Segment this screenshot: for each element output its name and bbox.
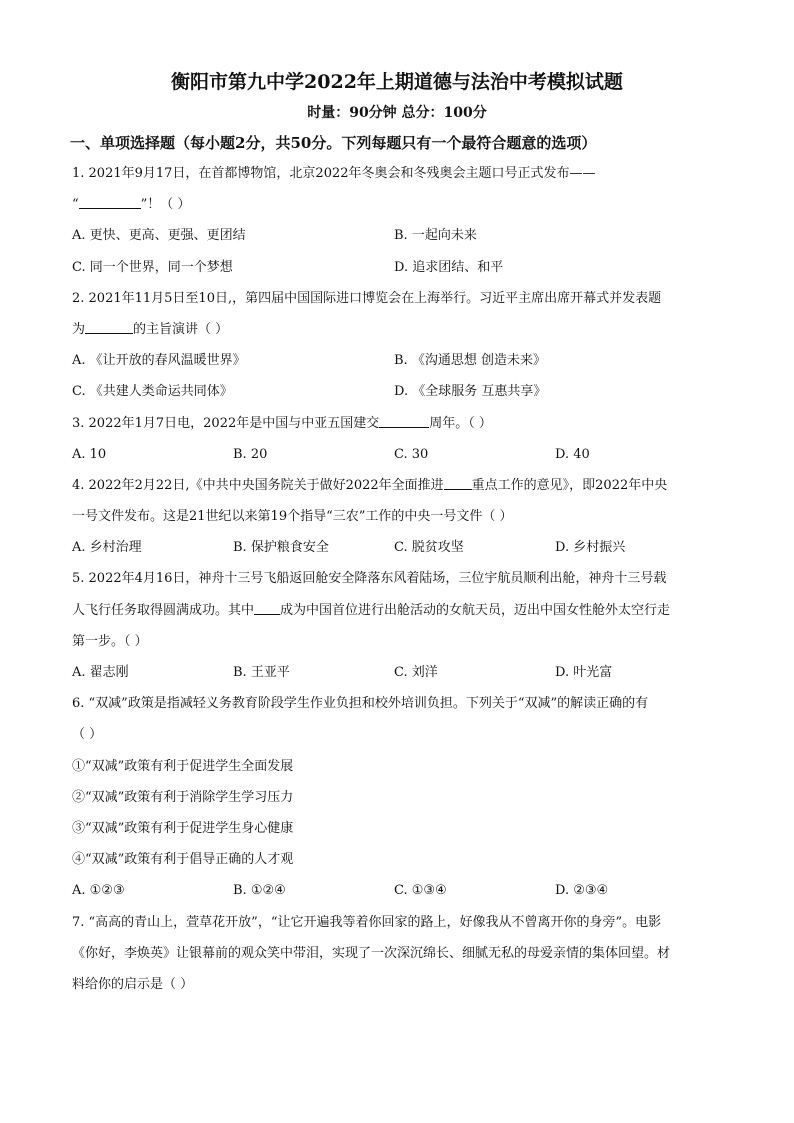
question-text: 料给你的启示是（ ） bbox=[72, 976, 194, 992]
option-c: C. ①③④ bbox=[394, 883, 447, 899]
exam-page bbox=[72, 66, 722, 1000]
exam-subtitle: 时量：90分钟 总分：100分 bbox=[307, 105, 487, 121]
statement-item: ④“双减”政策有利于倡导正确的人才观 bbox=[72, 852, 294, 868]
question-4 bbox=[72, 470, 722, 564]
exam-title: 衡阳市第九中学2022年上期道德与法治中考模拟试题 bbox=[171, 71, 623, 93]
option-a: A. 《让开放的春风温暖世界》 bbox=[72, 353, 246, 369]
options-row bbox=[72, 376, 722, 407]
option-d: D. 乡村振兴 bbox=[555, 540, 626, 556]
question-text: 《你好，李焕英》让银幕前的观众笑中带泪，实现了一次深沉绵长、细腻无私的母爱亲情的集体回望。材 bbox=[72, 945, 671, 961]
question-text: 1. 2021年9月17日，在首都博物馆，北京2022年冬奥会和冬残奥会主题口号正式发布—— bbox=[72, 166, 596, 181]
option-b: B. 20 bbox=[233, 446, 268, 462]
question-text: （ ） bbox=[72, 727, 103, 743]
option-c: C. 脱贫攻坚 bbox=[394, 540, 464, 556]
option-b: B. 《沟通思想 创造未来》 bbox=[394, 353, 546, 369]
option-c: C. 刘洋 bbox=[394, 665, 438, 680]
question-text-tail: 周年。（ ） bbox=[429, 415, 492, 431]
question-text: 第一步。（ ） bbox=[72, 633, 148, 649]
option-a: A. ①②③ bbox=[72, 883, 125, 899]
statement-item: ②“双减”政策有利于消除学生学习压力 bbox=[72, 789, 294, 805]
question-text-tail: 的主旨演讲（ ） bbox=[133, 321, 229, 337]
option-c: C. 《共建人类命运共同体》 bbox=[72, 384, 233, 400]
question-text-tail: 重点工作的意见》，即2022年中央 bbox=[471, 477, 668, 493]
option-a: A. 10 bbox=[72, 446, 107, 462]
answer-blank bbox=[379, 413, 429, 428]
options-row bbox=[72, 439, 722, 470]
options-row bbox=[72, 875, 722, 906]
option-b: B. 保护粮食安全 bbox=[233, 540, 329, 556]
option-d: D. 追求团结、和平 bbox=[394, 259, 504, 275]
option-a: A. 更快、更高、更强、更团结 bbox=[72, 228, 246, 244]
question-text: 2. 2021年11月5日至10日,，第四届中国国际进口博览会在上海举行。习近平主席出席开幕式并发表题 bbox=[72, 290, 662, 306]
answer-blank bbox=[444, 475, 472, 490]
option-a: A. 翟志刚 bbox=[72, 665, 129, 680]
answer-blank bbox=[79, 194, 141, 209]
option-d: D. 《全球服务 互惠共享》 bbox=[394, 384, 547, 400]
question-1 bbox=[72, 158, 722, 283]
question-text: 7. “高高的青山上，萱草花开放”，“让它开遍我等着你回家的路上，好像我从不曾离开你的身旁”。电影 bbox=[72, 914, 662, 930]
option-d: D. 40 bbox=[555, 446, 590, 462]
option-b: B. 一起向未来 bbox=[394, 228, 477, 244]
quote-mark: “ bbox=[72, 197, 79, 213]
question-text-head: 为 bbox=[72, 321, 86, 337]
option-b: B. 王亚平 bbox=[233, 665, 290, 680]
options-row bbox=[72, 532, 722, 563]
option-b: B. ①②④ bbox=[233, 883, 286, 899]
statement-item: ①“双减”政策有利于促进学生全面发展 bbox=[72, 758, 294, 774]
question-text-head: 人飞行任务取得圆满成功。其中 bbox=[72, 602, 255, 618]
question-text bbox=[72, 314, 722, 345]
section-heading: 一、单项选择题（每小题2分，共50分。下列每题只有一个最符合题意的选项） bbox=[70, 134, 597, 152]
option-c: C. 30 bbox=[394, 446, 429, 462]
question-text: 5. 2022年4月16日，神舟十三号飞船返回舱安全降落东风着陆场，三位宇航员顺利出舱，神舟十三号载 bbox=[72, 571, 667, 587]
answer-blank bbox=[254, 600, 280, 615]
question-6 bbox=[72, 688, 722, 906]
options-row bbox=[72, 657, 722, 688]
question-3 bbox=[72, 408, 722, 470]
question-5 bbox=[72, 563, 722, 688]
question-text-head: 4. 2022年2月22日,《中共中央国务院关于做好2022年全面推进 bbox=[72, 477, 444, 493]
option-a: A. 乡村治理 bbox=[72, 540, 142, 556]
question-text-head: 3. 2022年1月7日电，2022年是中国与中亚五国建交 bbox=[72, 415, 380, 431]
question-text: 6. “双减”政策是指减轻义务教育阶段学生作业负担和校外培训负担。下列关于“双减”的解读正确的有 bbox=[72, 696, 649, 712]
question-text bbox=[72, 595, 722, 626]
question-2 bbox=[72, 283, 722, 408]
options-row bbox=[72, 345, 722, 376]
question-text bbox=[72, 189, 722, 220]
option-d: D. 叶光富 bbox=[555, 665, 613, 680]
question-text-tail: 成为中国首位进行出舱活动的女航天员，迈出中国女性舱外太空行走 bbox=[280, 602, 671, 618]
options-row bbox=[72, 220, 722, 251]
question-text: 一号文件发布。这是21世纪以来第19个指导“三农”工作的中央一号文件（ ） bbox=[72, 509, 513, 525]
options-row bbox=[72, 252, 722, 283]
answer-blank bbox=[85, 319, 133, 334]
question-text bbox=[72, 470, 722, 501]
question-7 bbox=[72, 907, 722, 1001]
question-text bbox=[72, 408, 722, 439]
question-text-tail: ”！（ ） bbox=[140, 197, 191, 213]
option-d: D. ②③④ bbox=[555, 883, 609, 899]
statement-item: ③“双减”政策有利于促进学生身心健康 bbox=[72, 820, 294, 836]
option-c: C. 同一个世界，同一个梦想 bbox=[72, 259, 233, 275]
